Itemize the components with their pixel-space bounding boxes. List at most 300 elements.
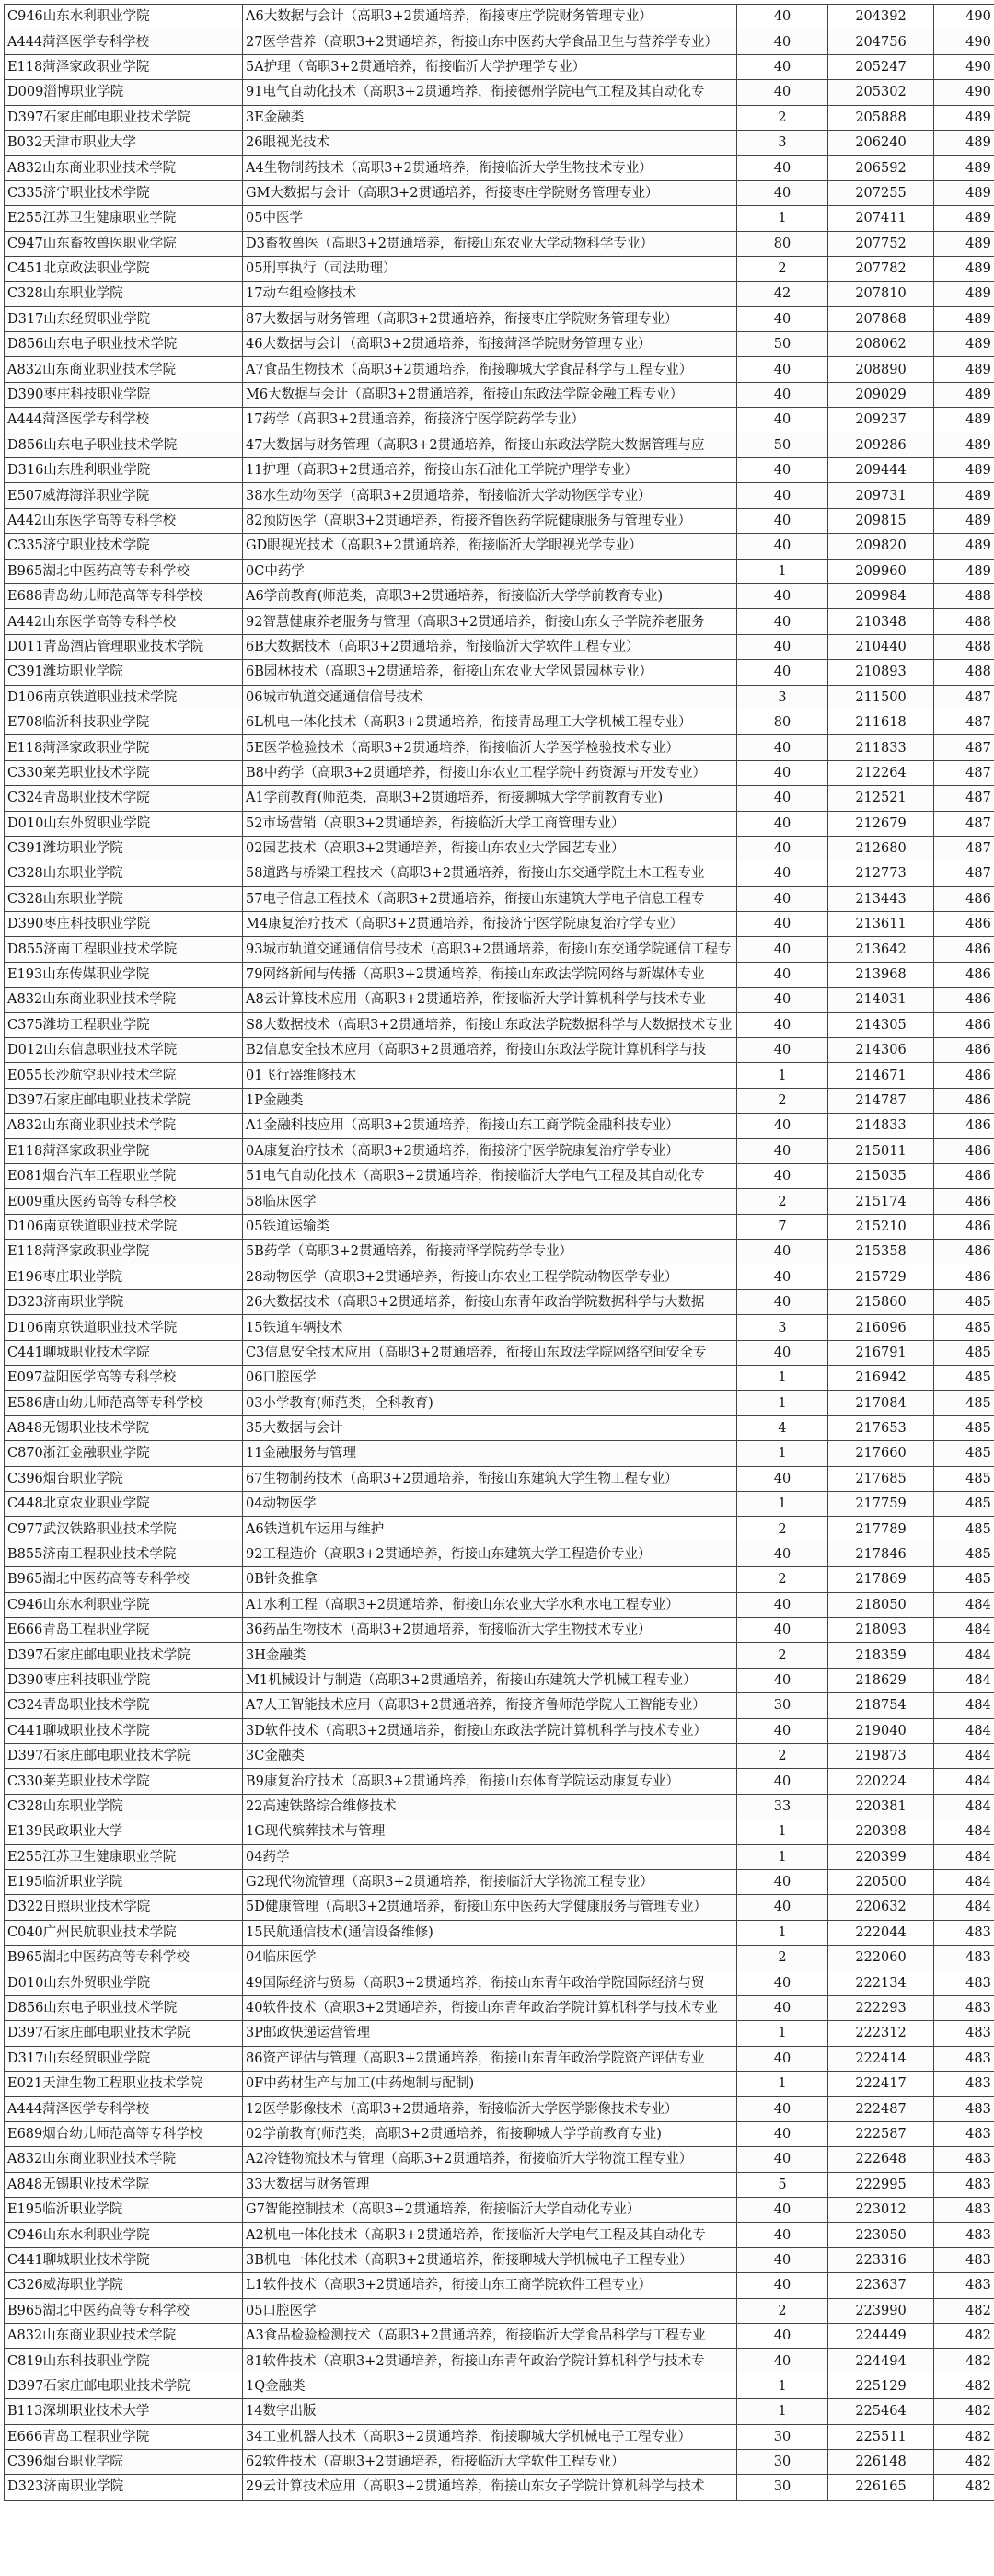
plan-count-cell: 2 [737, 1567, 828, 1592]
plan-count-cell: 1 [737, 1492, 828, 1517]
school-cell: C396烟台职业学院 [5, 2449, 243, 2474]
rank-cell: 214305 [828, 1012, 934, 1037]
school-cell: B965湖北中医药高等专科学校 [5, 1946, 243, 1970]
plan-count-cell: 40 [737, 1869, 828, 1894]
plan-count-cell: 30 [737, 2475, 828, 2500]
school-cell: E021天津生物工程职业技术学院 [5, 2072, 243, 2097]
school-cell: D323济南职业学院 [5, 2475, 243, 2500]
rank-cell: 205247 [828, 54, 934, 79]
school-cell: E118菏泽家政职业学院 [5, 54, 243, 79]
major-cell: 05中医学 [243, 206, 737, 231]
school-cell: C391潍坊职业学院 [5, 836, 243, 861]
score-cell: 484 [934, 1592, 994, 1617]
score-cell: 483 [934, 1920, 994, 1945]
table-row [5, 1265, 994, 1289]
plan-count-cell: 40 [737, 786, 828, 811]
score-cell: 490 [934, 5, 994, 29]
school-cell: E081烟台汽车工程职业学院 [5, 1163, 243, 1188]
major-cell: 47大数据与财务管理（高职3+2贯通培养，衔接山东政法学院大数据管理与应 [243, 433, 737, 457]
major-cell: A3食品检验检测技术（高职3+2贯通培养，衔接临沂大学食品科学与工程专业 [243, 2323, 737, 2348]
plan-count-cell: 40 [737, 962, 828, 987]
school-cell: C441聊城职业技术学院 [5, 1340, 243, 1365]
table-row [5, 2475, 994, 2500]
major-cell: GM大数据与会计（高职3+2贯通培养，衔接枣庄学院财务管理专业） [243, 180, 737, 205]
rank-cell: 214833 [828, 1114, 934, 1138]
table-row [5, 105, 994, 130]
plan-count-cell: 40 [737, 2197, 828, 2222]
table-row [5, 1289, 994, 1314]
score-cell: 487 [934, 685, 994, 710]
rank-cell: 215860 [828, 1289, 934, 1314]
rank-cell: 219873 [828, 1743, 934, 1768]
major-cell: 28动物医学（高职3+2贯通培养，衔接山东农业工程学院动物医学专业） [243, 1265, 737, 1289]
major-cell: 0C中药学 [243, 559, 737, 583]
rank-cell: 216096 [828, 1315, 934, 1340]
major-cell: 6B园林技术（高职3+2贯通培养，衔接山东农业大学风景园林专业） [243, 660, 737, 685]
school-cell: B113深圳职业技术大学 [5, 2399, 243, 2424]
school-cell: E195临沂职业学院 [5, 1869, 243, 1894]
major-cell: 40软件技术（高职3+2贯通培养，衔接山东青年政治学院计算机科学与技术专业 [243, 1995, 737, 2020]
table-row [5, 1138, 994, 1163]
score-cell: 489 [934, 458, 994, 483]
table-row [5, 2097, 994, 2121]
school-cell: E195临沂职业学院 [5, 2197, 243, 2222]
major-cell: 93城市轨道交通通信信号技术（高职3+2贯通培养，衔接山东交通学院通信工程专 [243, 937, 737, 962]
school-cell: C977武汉铁路职业技术学院 [5, 1517, 243, 1542]
major-cell: 17药学（高职3+2贯通培养，衔接济宁医学院药学专业） [243, 408, 737, 433]
plan-count-cell: 40 [737, 156, 828, 180]
score-cell: 486 [934, 988, 994, 1012]
score-cell: 483 [934, 1946, 994, 1970]
rank-cell: 215358 [828, 1240, 934, 1265]
major-cell: 5D健康管理（高职3+2贯通培养，衔接山东中医药大学健康服务与管理专业） [243, 1895, 737, 1920]
plan-count-cell: 1 [737, 2399, 828, 2424]
plan-count-cell: 40 [737, 937, 828, 962]
plan-count-cell: 40 [737, 988, 828, 1012]
school-cell: A832山东商业职业技术学院 [5, 1114, 243, 1138]
rank-cell: 210893 [828, 660, 934, 685]
table-row [5, 1895, 994, 1920]
score-cell: 483 [934, 2046, 994, 2071]
plan-count-cell: 1 [737, 1366, 828, 1391]
rank-cell: 212521 [828, 786, 934, 811]
major-cell: 26大数据技术（高职3+2贯通培养，衔接山东青年政治学院数据科学与大数据 [243, 1289, 737, 1314]
major-cell: 3H金融类 [243, 1643, 737, 1668]
table-row [5, 836, 994, 861]
table-row [5, 937, 994, 962]
plan-count-cell: 50 [737, 332, 828, 357]
rank-cell: 205302 [828, 80, 934, 105]
rank-cell: 215174 [828, 1189, 934, 1214]
major-cell: M6大数据与会计（高职3+2贯通培养，衔接山东政法学院金融工程专业） [243, 382, 737, 407]
school-cell: D390枣庄科技职业学院 [5, 1668, 243, 1692]
table-row [5, 1844, 994, 1869]
rank-cell: 215210 [828, 1214, 934, 1239]
rank-cell: 209286 [828, 433, 934, 457]
major-cell: 3C金融类 [243, 1743, 737, 1768]
school-cell: D317山东经贸职业学院 [5, 2046, 243, 2071]
table-row [5, 180, 994, 205]
major-cell: M1机械设计与制造（高职3+2贯通培养，衔接山东建筑大学机械工程专业） [243, 1668, 737, 1692]
major-cell: M4康复治疗技术（高职3+2贯通培养，衔接济宁医学院康复治疗学专业） [243, 912, 737, 937]
major-cell: C3信息安全技术应用（高职3+2贯通培养，衔接山东政法学院网络空间安全专 [243, 1340, 737, 1365]
school-cell: A832山东商业职业技术学院 [5, 357, 243, 382]
table-row [5, 256, 994, 281]
school-cell: C335济宁职业技术学院 [5, 180, 243, 205]
plan-count-cell: 3 [737, 685, 828, 710]
major-cell: 02园艺技术（高职3+2贯通培养，衔接山东农业大学园艺专业） [243, 836, 737, 861]
school-cell: D010山东外贸职业学院 [5, 811, 243, 836]
table-row [5, 1643, 994, 1668]
school-cell: E139民政职业大学 [5, 1819, 243, 1844]
table-row [5, 1995, 994, 2020]
score-cell: 487 [934, 786, 994, 811]
table-row [5, 1415, 994, 1440]
score-cell: 486 [934, 1214, 994, 1239]
major-cell: 0B针灸推拿 [243, 1567, 737, 1592]
plan-count-cell: 3 [737, 1315, 828, 1340]
school-cell: C451北京政法职业学院 [5, 256, 243, 281]
score-cell: 490 [934, 54, 994, 79]
score-cell: 489 [934, 231, 994, 256]
table-row [5, 282, 994, 306]
table-row [5, 2349, 994, 2374]
score-cell: 489 [934, 256, 994, 281]
rank-cell: 206592 [828, 156, 934, 180]
major-cell: 1P金融类 [243, 1088, 737, 1113]
rank-cell: 214031 [828, 988, 934, 1012]
plan-count-cell: 40 [737, 80, 828, 105]
rank-cell: 214671 [828, 1063, 934, 1088]
major-cell: D3畜牧兽医（高职3+2贯通培养，衔接山东农业大学动物科学专业） [243, 231, 737, 256]
plan-count-cell: 40 [737, 1240, 828, 1265]
rank-cell: 212679 [828, 811, 934, 836]
table-row [5, 2323, 994, 2348]
school-cell: D106南京铁道职业技术学院 [5, 1315, 243, 1340]
table-row [5, 508, 994, 533]
major-cell: 86资产评估与管理（高职3+2贯通培养，衔接山东青年政治学院资产评估专业 [243, 2046, 737, 2071]
table-row [5, 2298, 994, 2323]
major-cell: L1软件技术（高职3+2贯通培养，衔接山东工商学院软件工程专业） [243, 2273, 737, 2298]
score-cell: 486 [934, 1114, 994, 1138]
major-cell: 14数字出版 [243, 2399, 737, 2424]
school-cell: D397石家庄邮电职业技术学院 [5, 105, 243, 130]
rank-cell: 220224 [828, 1769, 934, 1794]
rank-cell: 218359 [828, 1643, 934, 1668]
major-cell: 46大数据与会计（高职3+2贯通培养，衔接菏泽学院财务管理专业） [243, 332, 737, 357]
score-cell: 489 [934, 508, 994, 533]
rank-cell: 217789 [828, 1517, 934, 1542]
plan-count-cell: 40 [737, 583, 828, 608]
table-row [5, 811, 994, 836]
school-cell: C326威海职业学院 [5, 2273, 243, 2298]
major-cell: 05铁道运输类 [243, 1214, 737, 1239]
plan-count-cell: 40 [737, 1618, 828, 1643]
school-cell: D397石家庄邮电职业技术学院 [5, 2021, 243, 2046]
table-row [5, 2121, 994, 2146]
major-cell: A7人工智能技术应用（高职3+2贯通培养，衔接齐鲁师范学院人工智能专业） [243, 1693, 737, 1718]
score-cell: 489 [934, 180, 994, 205]
school-cell: C819山东科技职业学院 [5, 2349, 243, 2374]
rank-cell: 211833 [828, 735, 934, 760]
plan-count-cell: 1 [737, 1844, 828, 1869]
major-cell: 15铁道车辆技术 [243, 1315, 737, 1340]
score-cell: 482 [934, 2323, 994, 2348]
plan-count-cell: 30 [737, 2424, 828, 2449]
table-row [5, 760, 994, 785]
plan-count-cell: 40 [737, 534, 828, 559]
score-cell: 486 [934, 1012, 994, 1037]
rank-cell: 214787 [828, 1088, 934, 1113]
school-cell: C330莱芜职业技术学院 [5, 760, 243, 785]
plan-count-cell: 40 [737, 1012, 828, 1037]
school-cell: E255江苏卫生健康职业学院 [5, 206, 243, 231]
plan-count-cell: 40 [737, 912, 828, 937]
score-cell: 485 [934, 1315, 994, 1340]
plan-count-cell: 40 [737, 1038, 828, 1063]
plan-count-cell: 40 [737, 1668, 828, 1692]
rank-cell: 222995 [828, 2172, 934, 2197]
school-cell: D106南京铁道职业技术学院 [5, 1214, 243, 1239]
rank-cell: 222134 [828, 1970, 934, 1995]
table-row [5, 1517, 994, 1542]
major-cell: 57电子信息工程技术（高职3+2贯通培养，衔接山东建筑大学电子信息工程专 [243, 886, 737, 911]
table-row [5, 1240, 994, 1265]
rank-cell: 215035 [828, 1163, 934, 1188]
table-row [5, 534, 994, 559]
major-cell: 81软件技术（高职3+2贯通培养，衔接山东青年政治学院计算机科学与技术专 [243, 2349, 737, 2374]
plan-count-cell: 2 [737, 1643, 828, 1668]
major-cell: 27医学营养（高职3+2贯通培养，衔接山东中医药大学食品卫生与营养学专业） [243, 29, 737, 54]
plan-count-cell: 1 [737, 1391, 828, 1415]
school-cell: D397石家庄邮电职业技术学院 [5, 1743, 243, 1768]
score-cell: 484 [934, 1743, 994, 1768]
rank-cell: 220399 [828, 1844, 934, 1869]
school-cell: D397石家庄邮电职业技术学院 [5, 1088, 243, 1113]
major-cell: 67生物制药技术（高职3+2贯通培养，衔接山东建筑大学生物工程专业） [243, 1466, 737, 1491]
school-cell: A832山东商业职业技术学院 [5, 156, 243, 180]
rank-cell: 206240 [828, 130, 934, 155]
table-row [5, 710, 994, 734]
score-cell: 487 [934, 735, 994, 760]
school-cell: D856山东电子职业技术学院 [5, 332, 243, 357]
score-cell: 484 [934, 1844, 994, 1869]
major-cell: 04临床医学 [243, 1946, 737, 1970]
major-cell: 91电气自动化技术（高职3+2贯通培养，衔接德州学院电气工程及其自动化专 [243, 80, 737, 105]
score-cell: 489 [934, 105, 994, 130]
table-row [5, 1063, 994, 1088]
school-cell: E118菏泽家政职业学院 [5, 1138, 243, 1163]
table-row [5, 1668, 994, 1692]
table-row [5, 2247, 994, 2272]
rank-cell: 209237 [828, 408, 934, 433]
major-cell: 3P邮政快递运营管理 [243, 2021, 737, 2046]
table-row [5, 2172, 994, 2197]
school-cell: C396烟台职业学院 [5, 1466, 243, 1491]
school-cell: C947山东畜牧兽医职业学院 [5, 231, 243, 256]
table-row [5, 2021, 994, 2046]
plan-count-cell: 40 [737, 2323, 828, 2348]
score-cell: 490 [934, 80, 994, 105]
plan-count-cell: 40 [737, 1995, 828, 2020]
plan-count-cell: 42 [737, 282, 828, 306]
table-row [5, 1114, 994, 1138]
plan-count-cell: 40 [737, 2121, 828, 2146]
plan-count-cell: 40 [737, 1138, 828, 1163]
plan-count-cell: 2 [737, 105, 828, 130]
major-cell: 04动物医学 [243, 1492, 737, 1517]
major-cell: A1金融科技应用（高职3+2贯通培养，衔接山东工商学院金融科技专业） [243, 1114, 737, 1138]
rank-cell: 208062 [828, 332, 934, 357]
major-cell: 06城市轨道交通通信信号技术 [243, 685, 737, 710]
table-row [5, 54, 994, 79]
school-cell: B032天津市职业大学 [5, 130, 243, 155]
plan-count-cell: 40 [737, 1265, 828, 1289]
rank-cell: 214306 [828, 1038, 934, 1063]
rank-cell: 210440 [828, 634, 934, 659]
plan-count-cell: 40 [737, 483, 828, 508]
rank-cell: 226165 [828, 2475, 934, 2500]
plan-count-cell: 40 [737, 1542, 828, 1566]
plan-count-cell: 1 [737, 1063, 828, 1088]
score-cell: 487 [934, 760, 994, 785]
score-cell: 483 [934, 1970, 994, 1995]
rank-cell: 222044 [828, 1920, 934, 1945]
table-row [5, 2374, 994, 2398]
rank-cell: 209444 [828, 458, 934, 483]
plan-count-cell: 2 [737, 1946, 828, 1970]
plan-count-cell: 40 [737, 1114, 828, 1138]
score-cell: 487 [934, 710, 994, 734]
score-cell: 483 [934, 2197, 994, 2222]
rank-cell: 217759 [828, 1492, 934, 1517]
rank-cell: 213611 [828, 912, 934, 937]
major-cell: 79网络新闻与传播（高职3+2贯通培养，衔接山东政法学院网络与新媒体专业 [243, 962, 737, 987]
major-cell: 22高速铁路综合维修技术 [243, 1794, 737, 1819]
table-row [5, 1946, 994, 1970]
table-row [5, 685, 994, 710]
score-cell: 483 [934, 1995, 994, 2020]
score-cell: 483 [934, 2072, 994, 2097]
rank-cell: 217653 [828, 1415, 934, 1440]
major-cell: A2机电一体化技术（高职3+2贯通培养，衔接临沂大学电气工程及其自动化专 [243, 2223, 737, 2247]
table-row [5, 1592, 994, 1617]
score-cell: 484 [934, 1769, 994, 1794]
score-cell: 488 [934, 609, 994, 634]
school-cell: C324青岛职业技术学院 [5, 1693, 243, 1718]
major-cell: 52市场营销（高职3+2贯通培养，衔接临沂大学工商管理专业） [243, 811, 737, 836]
major-cell: G2现代物流管理（高职3+2贯通培养，衔接临沂大学物流工程专业） [243, 1869, 737, 1894]
school-cell: C375潍坊工程职业学院 [5, 1012, 243, 1037]
score-cell: 482 [934, 2475, 994, 2500]
school-cell: E507威海海洋职业学院 [5, 483, 243, 508]
major-cell: 0F中药材生产与加工(中药炮制与配制) [243, 2072, 737, 2097]
table-row [5, 1492, 994, 1517]
major-cell: 3E金融类 [243, 105, 737, 130]
rank-cell: 204392 [828, 5, 934, 29]
major-cell: 01飞行器维修技术 [243, 1063, 737, 1088]
school-cell: A832山东商业职业技术学院 [5, 2147, 243, 2172]
school-cell: C946山东水利职业学院 [5, 5, 243, 29]
major-cell: 33大数据与财务管理 [243, 2172, 737, 2197]
rank-cell: 218093 [828, 1618, 934, 1643]
major-cell: GD眼视光技术（高职3+2贯通培养，衔接临沂大学眼视光学专业） [243, 534, 737, 559]
table-row [5, 483, 994, 508]
score-cell: 487 [934, 861, 994, 886]
table-row [5, 1970, 994, 1995]
school-cell: C946山东水利职业学院 [5, 2223, 243, 2247]
score-cell: 485 [934, 1441, 994, 1466]
plan-count-cell: 30 [737, 1693, 828, 1718]
rank-cell: 222060 [828, 1946, 934, 1970]
plan-count-cell: 1 [737, 2072, 828, 2097]
table-row [5, 130, 994, 155]
school-cell: D855济南工程职业技术学院 [5, 937, 243, 962]
rank-cell: 209815 [828, 508, 934, 533]
plan-count-cell: 40 [737, 811, 828, 836]
table-row [5, 306, 994, 331]
major-cell: 36药品生物技术（高职3+2贯通培养，衔接临沂大学生物技术专业） [243, 1618, 737, 1643]
score-cell: 482 [934, 2424, 994, 2449]
score-cell: 483 [934, 2223, 994, 2247]
major-cell: 58临床医学 [243, 1189, 737, 1214]
score-cell: 484 [934, 1794, 994, 1819]
school-cell: A444菏泽医学专科学校 [5, 2097, 243, 2121]
plan-count-cell: 30 [737, 2449, 828, 2474]
table-row [5, 2223, 994, 2247]
school-cell: E118菏泽家政职业学院 [5, 735, 243, 760]
score-cell: 486 [934, 1189, 994, 1214]
score-cell: 489 [934, 206, 994, 231]
score-cell: 483 [934, 2247, 994, 2272]
rank-cell: 225464 [828, 2399, 934, 2424]
rank-cell: 209731 [828, 483, 934, 508]
school-cell: D011青岛酒店管理职业技术学院 [5, 634, 243, 659]
rank-cell: 222293 [828, 1995, 934, 2020]
school-cell: C335济宁职业技术学院 [5, 534, 243, 559]
score-cell: 485 [934, 1391, 994, 1415]
plan-count-cell: 2 [737, 1189, 828, 1214]
major-cell: 6B大数据技术（高职3+2贯通培养，衔接临沂大学软件工程专业） [243, 634, 737, 659]
rank-cell: 225511 [828, 2424, 934, 2449]
plan-count-cell: 40 [737, 861, 828, 886]
score-cell: 490 [934, 29, 994, 54]
plan-count-cell: 40 [737, 836, 828, 861]
table-row [5, 1340, 994, 1365]
rank-cell: 220500 [828, 1869, 934, 1894]
table-row [5, 2072, 994, 2097]
plan-count-cell: 40 [737, 735, 828, 760]
school-cell: C328山东职业学院 [5, 282, 243, 306]
school-cell: A444菏泽医学专科学校 [5, 29, 243, 54]
score-cell: 483 [934, 2273, 994, 2298]
score-cell: 486 [934, 1063, 994, 1088]
table-row [5, 80, 994, 105]
major-cell: A8云计算技术应用（高职3+2贯通培养，衔接临沂大学计算机科学与技术专业 [243, 988, 737, 1012]
rank-cell: 222487 [828, 2097, 934, 2121]
school-cell: A848无锡职业技术学院 [5, 2172, 243, 2197]
school-cell: A444菏泽医学专科学校 [5, 408, 243, 433]
table-row [5, 886, 994, 911]
plan-count-cell: 80 [737, 710, 828, 734]
major-cell: 49国际经济与贸易（高职3+2贯通培养，衔接山东青年政治学院国际经济与贸 [243, 1970, 737, 1995]
major-cell: B8中药学（高职3+2贯通培养，衔接山东农业工程学院中药资源与开发专业） [243, 760, 737, 785]
table-row [5, 206, 994, 231]
table-row [5, 1819, 994, 1844]
score-cell: 489 [934, 559, 994, 583]
score-cell: 486 [934, 886, 994, 911]
plan-count-cell: 2 [737, 1088, 828, 1113]
